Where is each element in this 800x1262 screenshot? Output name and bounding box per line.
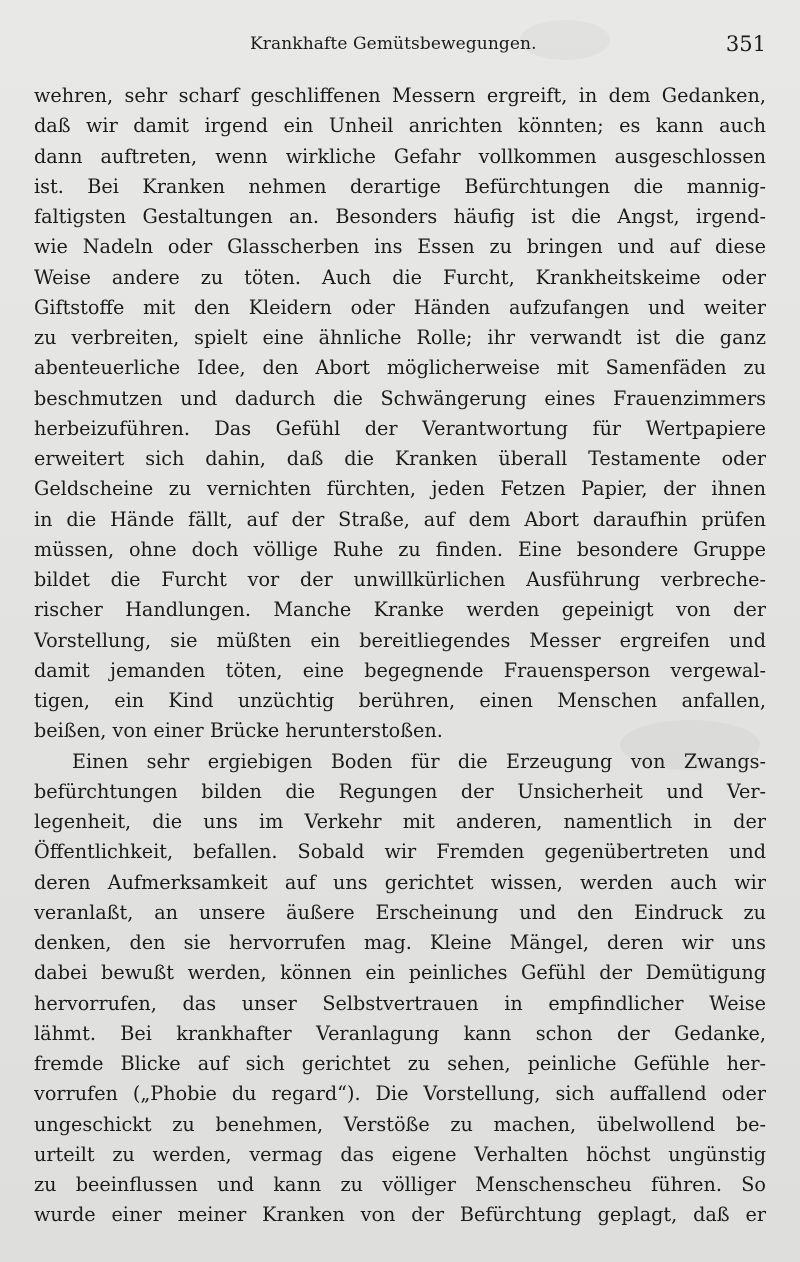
text-line: tigen, ein Kind unzüchtig berühren, einen Menschen anfallen, [34, 689, 766, 712]
text-line: Giftstoffe mit den Kleidern oder Händen aufzufangen und weiter [34, 295, 766, 319]
text-line: dann auftreten, wenn wirkliche Gefahr vollkommen ausgeschlossen [34, 144, 766, 168]
running-title: Krankhafte Gemütsbewegungen. [250, 34, 537, 54]
text-line: erweitert sich dahin, daß die Kranken überall Testamente oder [34, 447, 766, 470]
text-line: zu beeinflussen und kann zu völliger Menschenscheu führen. So [34, 1173, 766, 1196]
text-line: veranlaßt, an unsere äußere Erscheinung und den Eindruck zu [34, 900, 766, 924]
text-line: faltigsten Gestaltungen an. Besonders häufig ist die Angst, irgend- [34, 205, 766, 228]
text-line: abenteuerliche Idee, den Abort möglicherweise mit Samenfäden zu [34, 356, 766, 380]
text-line: damit jemanden töten, eine begegnende Frauensperson vergewal- [34, 658, 766, 682]
page-number: 351 [725, 32, 766, 56]
text-line: urteilt zu werden, vermag das eigene Verhalten höchst ungünstig [34, 1142, 766, 1166]
text-line: wurde einer meiner Kranken von der Befürchtung geplagt, daß er [34, 1203, 766, 1227]
text-line: Geldscheine zu vernichten fürchten, jeden Fetzen Papier, der ihnen [34, 477, 766, 501]
text-line: Vorstellung, sie müßten ein bereitliegendes Messer ergreifen und [34, 628, 766, 652]
text-line: in die Hände fällt, auf der Straße, auf dem Abort daraufhin prüfen [34, 507, 766, 531]
body-text [34, 81, 766, 1231]
text-line: fremde Blicke auf sich gerichtet zu sehen, peinliche Gefühle her- [34, 1052, 766, 1075]
text-line: daß wir damit irgend ein Unheil anrichten könnten; es kann auch [34, 114, 766, 138]
text-line: beschmutzen und dadurch die Schwängerung eines Frauenzimmers [34, 386, 766, 410]
page-header [0, 32, 800, 60]
text-line: lähmt. Bei krankhafter Veranlagung kann schon der Gedanke, [34, 1021, 766, 1045]
text-line: wie Nadeln oder Glasscherben ins Essen zu bringen und auf diese [34, 235, 766, 259]
paragraph-end-line: beißen, von einer Brücke herunterstoßen. [34, 719, 443, 743]
text-line: befürchtungen bilden die Regungen der Unsicherheit und Ver- [34, 779, 766, 803]
text-line: hervorrufen, das unser Selbstvertrauen in empfindlicher Weise [34, 991, 766, 1015]
text-line: ist. Bei Kranken nehmen derartige Befürchtungen die mannig- [34, 174, 766, 198]
text-line: rischer Handlungen. Manche Kranke werden gepeinigt von der [34, 598, 766, 622]
text-line: zu verbreiten, spielt eine ähnliche Rolle; ihr verwandt ist die ganz [34, 326, 766, 349]
text-line: denken, den sie hervorrufen mag. Kleine Mängel, deren wir uns [34, 931, 766, 954]
text-line: wehren, sehr scharf geschliffenen Messern ergreift, in dem Gedanken, [34, 84, 766, 107]
text-line: müssen, ohne doch völlige Ruhe zu finden. Eine besondere Gruppe [34, 537, 766, 561]
text-line: herbeizuführen. Das Gefühl der Verantwortung für Wertpapiere [34, 416, 766, 440]
text-line: legenheit, die uns im Verkehr mit anderen, namentlich in der [34, 810, 766, 833]
text-line: ungeschickt zu benehmen, Verstöße zu machen, übelwollend be- [34, 1112, 766, 1136]
text-line: deren Aufmerksamkeit auf uns gerichtet wissen, werden auch wir [34, 870, 766, 894]
text-line: Weise andere zu töten. Auch die Furcht, Krankheitskeime oder [34, 265, 766, 289]
text-line: bildet die Furcht vor der unwillkürlichen Ausführung verbreche- [34, 568, 766, 591]
text-line: vorrufen („Phobie du regard“). Die Vorstellung, sich auffallend oder [34, 1082, 766, 1106]
text-line: dabei bewußt werden, können ein peinliches Gefühl der Demütigung [34, 961, 766, 985]
text-line: Öffentlichkeit, befallen. Sobald wir Fremden gegenübertreten und [34, 840, 766, 864]
paragraph-start-line: Einen sehr ergiebigen Boden für die Erzeugung von Zwangs- [72, 749, 766, 773]
